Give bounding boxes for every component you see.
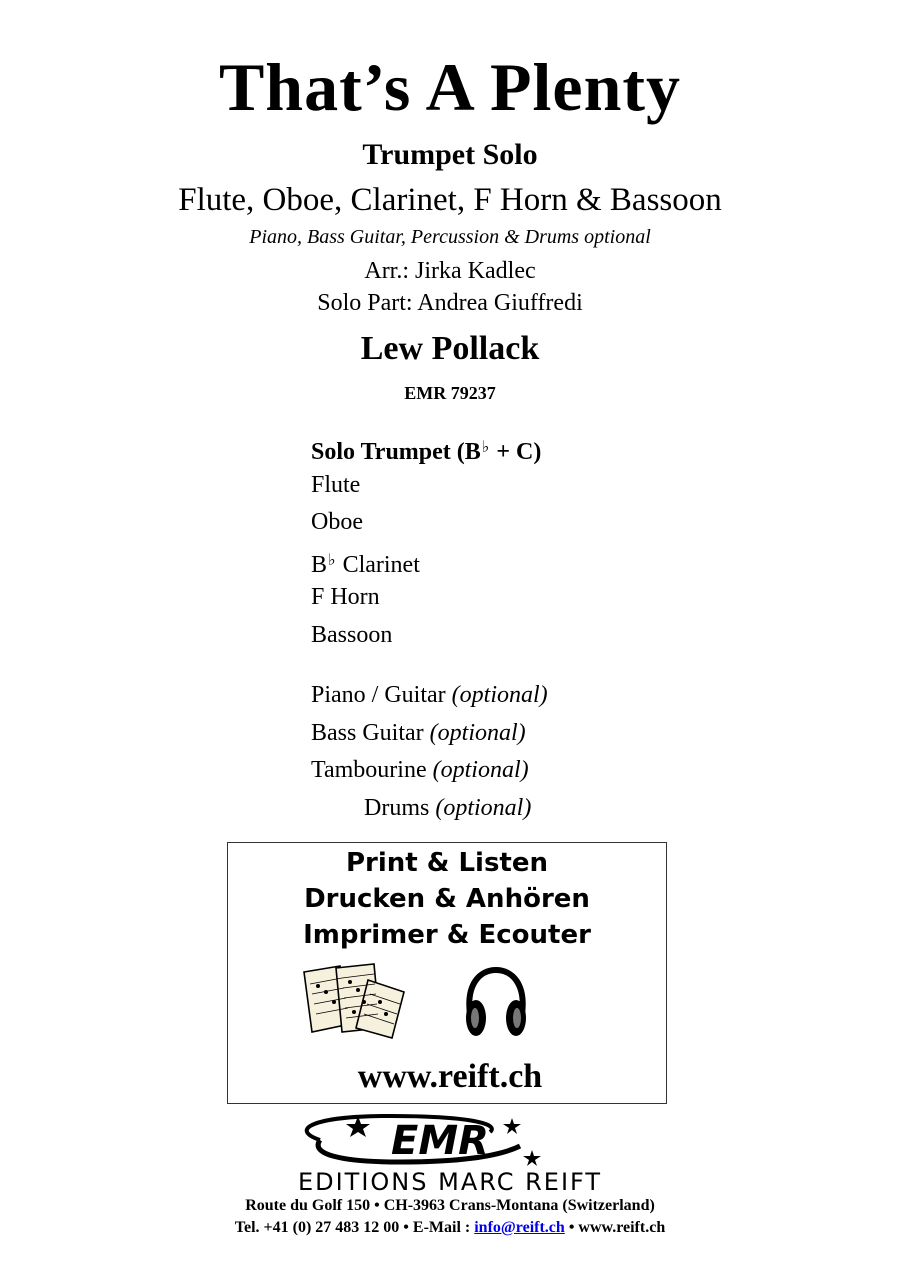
optional-note: (optional) — [435, 794, 532, 821]
part-drums — [311, 790, 548, 828]
print-listen-fr: Imprimer & Ecouter — [303, 920, 591, 950]
print-listen-de: Drucken & Anhören — [304, 884, 590, 914]
publisher-name: EDITIONS MARC REIFT — [297, 1168, 603, 1196]
instrumentation: Flute, Oboe, Clarinet, F Horn & Bassoon — [178, 182, 722, 218]
part-flute: Flute — [311, 471, 361, 498]
optional-note: (optional) — [432, 757, 529, 783]
optional-parts-list — [311, 677, 548, 827]
email-link[interactable]: info@reift.ch — [474, 1219, 565, 1236]
part-clarinet-label: Clarinet — [336, 551, 420, 578]
part-clarinet — [311, 542, 541, 580]
contact-line — [0, 1219, 900, 1237]
footer-website: • www.reift.ch — [564, 1219, 666, 1236]
flat-sign: ♭ — [328, 551, 336, 569]
part-solo-trumpet — [311, 429, 541, 467]
part-solo-trumpet-key: + C) — [490, 439, 542, 465]
catalog-number: EMR 79237 — [404, 383, 496, 403]
sheet-music-icon — [300, 962, 412, 1040]
part-piano-guitar — [311, 677, 548, 715]
solo-part-credit: Solo Part: Andrea Giuffredi — [317, 290, 583, 316]
emr-logo — [250, 1110, 650, 1196]
headphones-icon — [462, 964, 530, 1042]
part-oboe: Oboe — [311, 509, 363, 535]
arranger: Arr.: Jirka Kadlec — [364, 258, 536, 284]
part-f-horn: F Horn — [311, 584, 380, 610]
optional-note: (optional) — [451, 682, 548, 708]
phone-text: Tel. +41 (0) 27 483 12 00 • E-Mail : — [234, 1219, 475, 1236]
optional-note: (optional) — [429, 719, 526, 746]
publisher-address: Route du Golf 150 • CH-3963 Crans-Montana (Switzerland) — [245, 1197, 655, 1214]
print-listen-en: Print & Listen — [345, 848, 549, 878]
composer: Lew Pollack — [360, 330, 540, 367]
parts-list — [311, 429, 541, 654]
part-bass-guitar — [311, 715, 548, 753]
part-name: Tambourine — [311, 757, 433, 783]
optional-instruments: Piano, Bass Guitar, Percussion & Drums optional — [249, 226, 651, 248]
page-title: That’s A Plenty — [218, 49, 682, 125]
website-link[interactable]: www.reift.ch — [357, 1058, 543, 1095]
logo-text: EMR — [391, 1118, 489, 1164]
part-bassoon: Bassoon — [311, 621, 393, 648]
part-clarinet-key: B — [311, 551, 328, 578]
part-name: Bass Guitar — [311, 719, 430, 746]
subtitle: Trumpet Solo — [362, 138, 538, 171]
part-name: Drums — [364, 794, 436, 821]
flat-sign: ♭ — [481, 439, 490, 456]
part-solo-trumpet-label: Solo Trumpet (B — [311, 439, 481, 465]
part-tambourine — [311, 752, 548, 790]
part-name: Piano / Guitar — [311, 682, 452, 708]
